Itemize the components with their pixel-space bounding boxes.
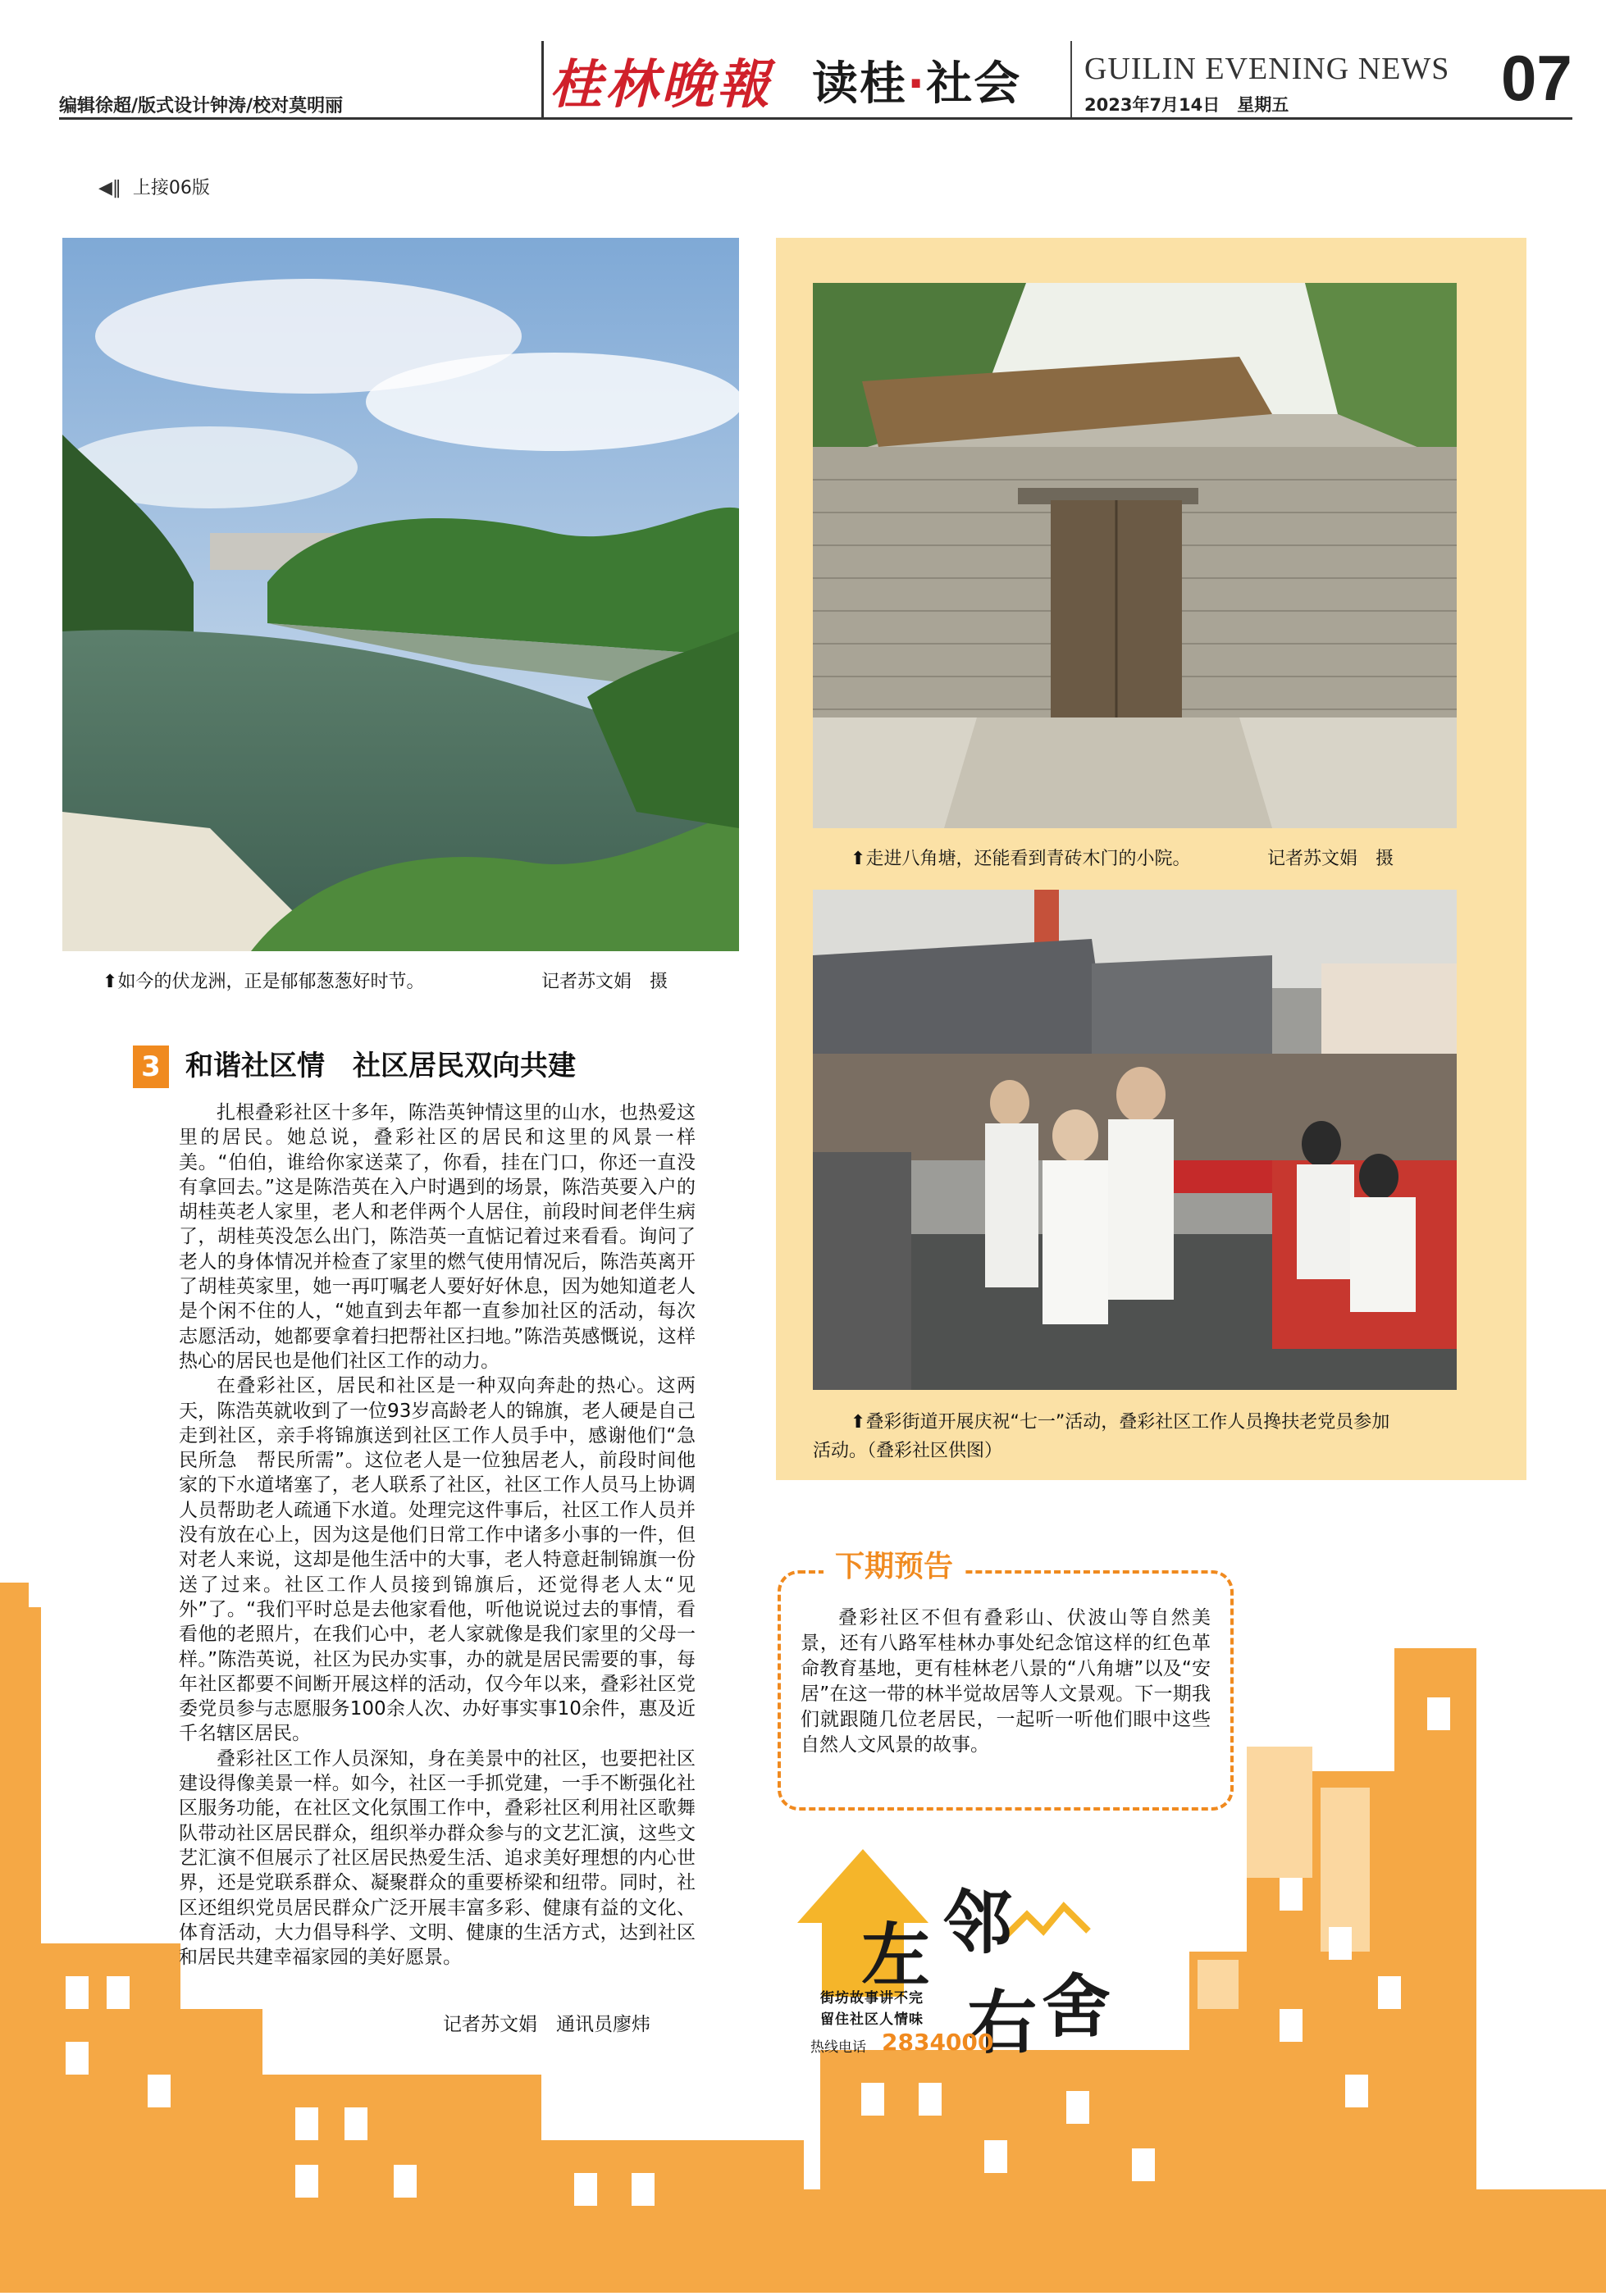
article-byline: 记者苏文娟 通讯员廖炜 [443, 2014, 650, 2035]
event-image [813, 890, 1457, 1390]
caption-arrow-icon: ⬆ [103, 972, 118, 992]
preview-body [801, 1606, 1211, 1758]
section-main: 读桂 [812, 57, 907, 111]
courtyard-photo [813, 283, 1457, 828]
caption-arrow-icon: ⬆ [851, 1412, 866, 1433]
masthead-logo: 桂林晚報 [550, 54, 773, 116]
article-body [179, 1100, 696, 1970]
courtyard-caption [851, 845, 1190, 870]
article-paragraph-1: 扎根叠彩社区十多年，陈浩英钟情这里的山水，也热爱这里的居民。她总说，叠彩社区的居民和这里的风景一样美。“伯伯，谁给你家送菜了，你看，挂在门口，你还一直没有拿回去。”这是陈浩英在入户时遇到的场景，陈浩英要入户的胡桂英老人家里，老人和老伴两个人居住，前段时间老伴生病了，胡桂英没怎么出门，陈浩英一直惦记着过来看看。询问了老人的身体情况并检查了家里的燃气使用情况后，陈浩英离开了胡桂英家里，她一再叮嘱老人要好好休息，因为她知道老人是个闲不住的人，“她直到去年都一直参加社区的活动，每次志愿活动，她都要拿着扫把帮社区扫地。”陈浩英感慨说，这样热心的居民也是他们社区工作的动力。 [179, 1102, 696, 1372]
river-image [62, 238, 739, 951]
header-divider-2 [1070, 41, 1072, 119]
logo-char-4: 舍 [1042, 1966, 1111, 2047]
event-caption-line1: 叠彩街道开展庆祝“七一”活动，叠彩社区工作人员搀扶老党员参加 [865, 1412, 1390, 1433]
river-caption [103, 968, 424, 993]
header-divider [541, 41, 544, 119]
logo-char-2: 邻 [943, 1882, 1013, 1963]
event-caption [851, 1408, 1389, 1433]
hotline-number: 2834000 [882, 2029, 994, 2056]
article-paragraph-2: 在叠彩社区，居民和社区是一种双向奔赴的热心。这两天，陈浩英就收到了一位93岁高龄老人的锦旗，老人硬是自己走到社区，亲手将锦旗送到社区工作人员手中，感谢他们“急民所急 帮民所需”。这位老人是一位独居老人，前段时间他家的下水道堵塞了，老人联系了社区，社区工作人员马上协调人员帮助老人疏通下水道。处理完这件事后，社区工作人员并没有放在心上，因为这是他们日常工作中诸多小事的一件，但对老人来说，这却是他生活中的大事，老人特意赶制锦旗一份送了过来。社区工作人员接到锦旗后，还觉得老人太“见外”了。“我们平时总是去他家看他，听他说说过去的事情，看看他的老照片，在我们心中，老人家就像是我们家里的父母一样。”陈浩英说，社区为民办实事，办的就是居民需要的事，每年社区都要不间断开展这样的活动，仅今年以来，叠彩社区党委党员参与志愿服务100余人次、办好事实事10余件，惠及近千名辖区居民。 [179, 1375, 696, 1745]
river-caption-text: 如今的伏龙洲，正是郁郁葱葱好时节。 [117, 972, 425, 992]
continued-from[interactable] [98, 174, 210, 199]
logo-char-3: 右 [968, 1982, 1038, 2063]
section-name [812, 48, 1021, 113]
section-title: 和谐社区情 社区居民双向共建 [185, 1050, 576, 1082]
editor-credits: 编辑徐超/版式设计钟涛/校对莫明丽 [59, 96, 344, 116]
courtyard-caption-text: 走进八角塘，还能看到青砖木门的小院。 [865, 849, 1191, 869]
english-name: GUILIN EVENING NEWS [1084, 52, 1450, 86]
preview-title: 下期预告 [824, 1543, 965, 1585]
section-sub: 社会 [926, 57, 1022, 111]
logo-char-1: 左 [861, 1915, 931, 1996]
event-photo [813, 890, 1457, 1390]
section-number-badge: 3 [133, 1046, 169, 1088]
river-credit: 记者苏文娟 摄 [541, 972, 668, 992]
continued-label: 上接06版 [132, 178, 210, 198]
courtyard-image [813, 283, 1457, 828]
river-photo [62, 238, 739, 951]
page-number: 07 [1501, 42, 1572, 114]
section-dot: · [907, 57, 927, 111]
caption-arrow-icon: ⬆ [851, 849, 866, 869]
logo-slogan-2: 留住社区人情味 [820, 2011, 924, 2028]
preview-text: 叠彩社区不但有叠彩山、伏波山等自然美景，还有八路军桂林办事处纪念馆这样的红色革命教育基地，更有桂林老八景的“八角塘”以及“安居”在这一带的林半觉故居等人文景观。下一期我们就跟随几位老居民，一起听一听他们眼中这些自然人文风景的故事。 [801, 1607, 1211, 1756]
logo-slogan-1: 街坊故事讲不完 [820, 1990, 924, 2007]
back-arrow-icon: ◀‖ [98, 178, 121, 198]
header-rule [59, 117, 1572, 120]
issue-date: 2023年7月14日 星期五 [1084, 95, 1289, 115]
article-paragraph-3: 叠彩社区工作人员深知，身在美景中的社区，也要把社区建设得像美景一样。如今，社区一手抓党建，一手不断强化社区服务功能，在社区文化氛围工作中，叠彩社区利用社区歌舞队带动社区居民群众，组织举办群众参与的文艺汇演，这些文艺汇演不但展示了社区居民热爱生活、追求美好理想的内心世界，还是党联系群众、凝聚群众的重要桥梁和纽带。同时，社区还组织党员居民群众广泛开展丰富多彩、健康有益的文化、体育活动，大力倡导科学、文明、健康的生活方式，达到社区和居民共建幸福家园的美好愿景。 [179, 1747, 696, 1969]
hotline-label: 热线电话 [810, 2039, 866, 2056]
courtyard-credit: 记者苏文娟 摄 [1267, 849, 1394, 869]
event-caption-2: 活动。（叠彩社区供图） [813, 1441, 1003, 1461]
